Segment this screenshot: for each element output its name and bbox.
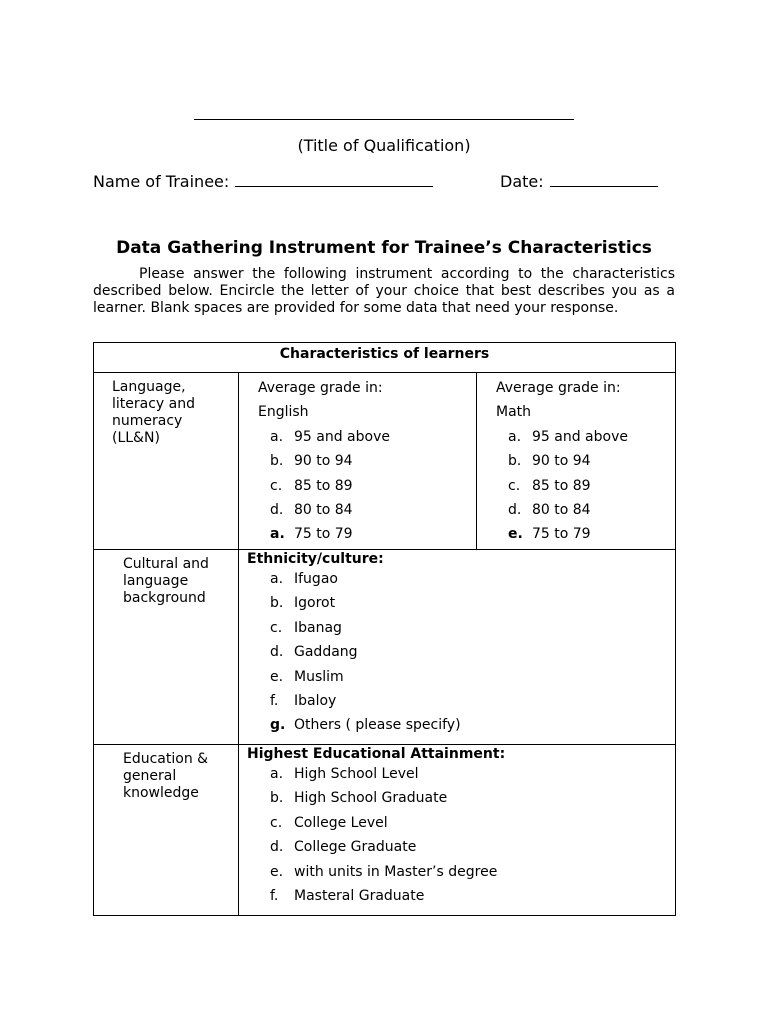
date-label: Date: [500, 172, 544, 191]
english-options [239, 425, 476, 547]
list-item[interactable]: c. 85 to 89 [508, 477, 591, 494]
english-grade-cell [239, 373, 477, 550]
list-item[interactable]: g. Others ( please specify) [270, 717, 461, 734]
english-subject: English [258, 404, 309, 421]
date-blank[interactable] [550, 170, 658, 187]
qualification-title-caption: (Title of Qualification) [297, 136, 471, 155]
list-item[interactable]: c. College Level [270, 814, 388, 831]
culture-label-cell [94, 550, 239, 745]
ethnicity-options [239, 567, 675, 738]
list-item[interactable]: e. 75 to 79 [508, 526, 591, 543]
list-item[interactable]: a. High School Level [270, 766, 419, 782]
llN-label: Language, literacy and numeracy (LL&N) [112, 379, 195, 446]
list-item[interactable]: d. Gaddang [270, 644, 358, 661]
trainee-name-row [93, 170, 433, 191]
list-item[interactable]: a. Ifugao [270, 571, 338, 587]
trainee-name-label: Name of Trainee: [93, 172, 230, 191]
list-item[interactable]: b. 90 to 94 [270, 453, 353, 470]
date-row [500, 170, 658, 191]
math-subject: Math [496, 404, 532, 421]
list-item[interactable]: f. Ibaloy [270, 692, 337, 709]
education-label: Education & general knowledge [123, 751, 209, 801]
english-title: Average grade in: [258, 380, 383, 396]
education-options [239, 762, 675, 908]
list-item[interactable]: e. with units in Master’s degree [270, 863, 498, 880]
education-label-cell [94, 745, 239, 916]
culture-label: Cultural and language background [123, 556, 209, 606]
list-item[interactable]: d. 80 to 84 [270, 501, 353, 518]
list-item[interactable]: b. 90 to 94 [508, 453, 591, 470]
list-item[interactable]: c. 85 to 89 [270, 477, 353, 494]
list-item[interactable]: a. 95 and above [508, 428, 628, 445]
math-title: Average grade in: [496, 380, 621, 396]
ethnicity-title: Ethnicity/culture: [247, 551, 384, 567]
list-item[interactable]: c. Ibanag [270, 619, 342, 636]
education-cell [239, 745, 676, 916]
math-grade-cell [477, 373, 676, 550]
form-heading: Data Gathering Instrument for Trainee’s Characteristics [116, 238, 652, 258]
table-header: Characteristics of learners [94, 343, 676, 373]
llN-label-cell [94, 373, 239, 550]
trainee-name-blank[interactable] [235, 170, 433, 187]
list-item[interactable]: d. College Graduate [270, 839, 417, 856]
education-title: Highest Educational Attainment: [247, 746, 506, 762]
list-item[interactable]: e. Muslim [270, 668, 344, 685]
ethnicity-cell [239, 550, 676, 745]
list-item[interactable]: b. Igorot [270, 595, 336, 612]
learner-characteristics-table [93, 342, 676, 916]
list-item[interactable]: a. 75 to 79 [270, 526, 353, 543]
list-item[interactable]: a. 95 and above [270, 428, 390, 445]
qualification-title-blank[interactable] [194, 105, 574, 120]
form-instructions: Please answer the following instrument according to the characteristics described below. Encircle the letter of your choice that best describes you as a learner. Blank spaces are provided for some data that need your response. [93, 266, 675, 316]
list-item[interactable]: b. High School Graduate [270, 790, 448, 807]
list-item[interactable]: f. Masteral Graduate [270, 887, 425, 904]
list-item[interactable]: d. 80 to 84 [508, 501, 591, 518]
math-options [477, 425, 675, 547]
